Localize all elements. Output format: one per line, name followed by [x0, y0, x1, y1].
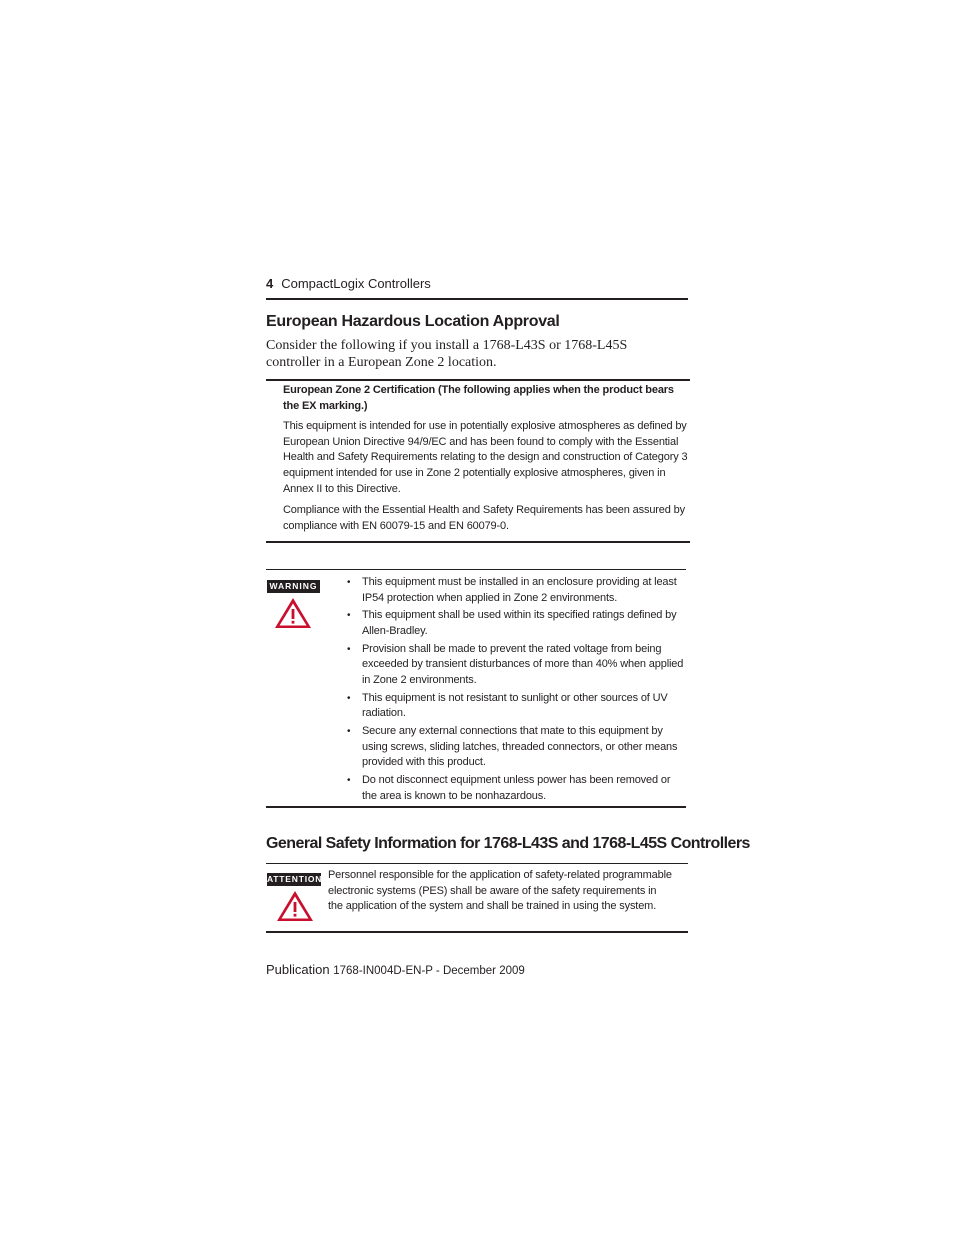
- warning-list: [347, 575, 687, 804]
- warning-bottom-rule: [266, 806, 686, 808]
- warning-item: • This equipment is not resistant to sunlight or other sources of UV radiation.: [347, 691, 687, 722]
- attention-label: ATTENTION: [267, 874, 323, 884]
- cert-box-top-rule: [266, 379, 690, 381]
- running-header: [266, 276, 431, 291]
- page-number: 4: [266, 276, 274, 291]
- warning-item: • This equipment must be installed in an enclosure providing at least IP54 protection when applied in Zone 2 environments.: [347, 575, 687, 606]
- warning-item: • This equipment shall be used within its specified ratings defined by Allen-Bradley.: [347, 608, 687, 639]
- cert-paragraph-2: Compliance with the Essential Health and Safety Requirements has been assured by compliance with EN 60079-15 and EN 60079-0.: [283, 504, 685, 532]
- cert-box-bottom-rule: [266, 541, 690, 543]
- warning-top-rule: [266, 569, 686, 570]
- warning-item: • Do not disconnect equipment unless power has been removed or the area is known to be nonhazardous.: [347, 773, 687, 804]
- publication-number: 1768-IN004D-EN-P - December 2009: [333, 965, 525, 977]
- section-intro: Consider the following if you install a 1768-L43S or 1768-L45S controller in a European Zone 2 location.: [266, 338, 628, 370]
- footer: [266, 962, 525, 977]
- attention-bottom-rule: [266, 931, 688, 933]
- warning-item: • Provision shall be made to prevent the rated voltage from being exceeded by transient disturbances of more than 40% when applied in Zone 2 environments.: [347, 642, 687, 689]
- running-title: CompactLogix Controllers: [281, 276, 431, 291]
- cert-paragraph-1: This equipment is intended for use in potentially explosive atmospheres as defined by European Union Directive 94/9/EC and has been found to comply with the Essential Health and Safety Requirements relating to the design and construction of Category 3 equipment intended for use in Zone 2 potentially explosive atmospheres, given in Annex II to this Directive.: [283, 420, 688, 495]
- warning-item: • Secure any external connections that mate to this equipment by using screws, sliding latches, threaded connectors, or other means provided with this product.: [347, 724, 687, 771]
- publication-label: Publication: [266, 962, 330, 977]
- warning-triangle-icon: [273, 596, 313, 630]
- warning-label: WARNING: [267, 580, 320, 593]
- warning-list-container: [347, 575, 687, 806]
- cert-heading: European Zone 2 Certification (The following applies when the product bears the EX marking.): [283, 384, 674, 412]
- section-title-general-safety: General Safety Information for 1768-L43S and 1768-L45S Controllers: [266, 835, 750, 852]
- attention-text: Personnel responsible for the application of safety-related programmable electronic systems (PES) shall be aware of the safety requirements in the application of the system and shall be trained in using the system.: [328, 869, 672, 913]
- section-title-hazardous-approval: European Hazardous Location Approval: [266, 313, 560, 330]
- warning-triangle-icon: [275, 889, 315, 923]
- header-rule: [266, 298, 688, 300]
- cert-box: [283, 383, 689, 534]
- section2-rule: [266, 863, 688, 864]
